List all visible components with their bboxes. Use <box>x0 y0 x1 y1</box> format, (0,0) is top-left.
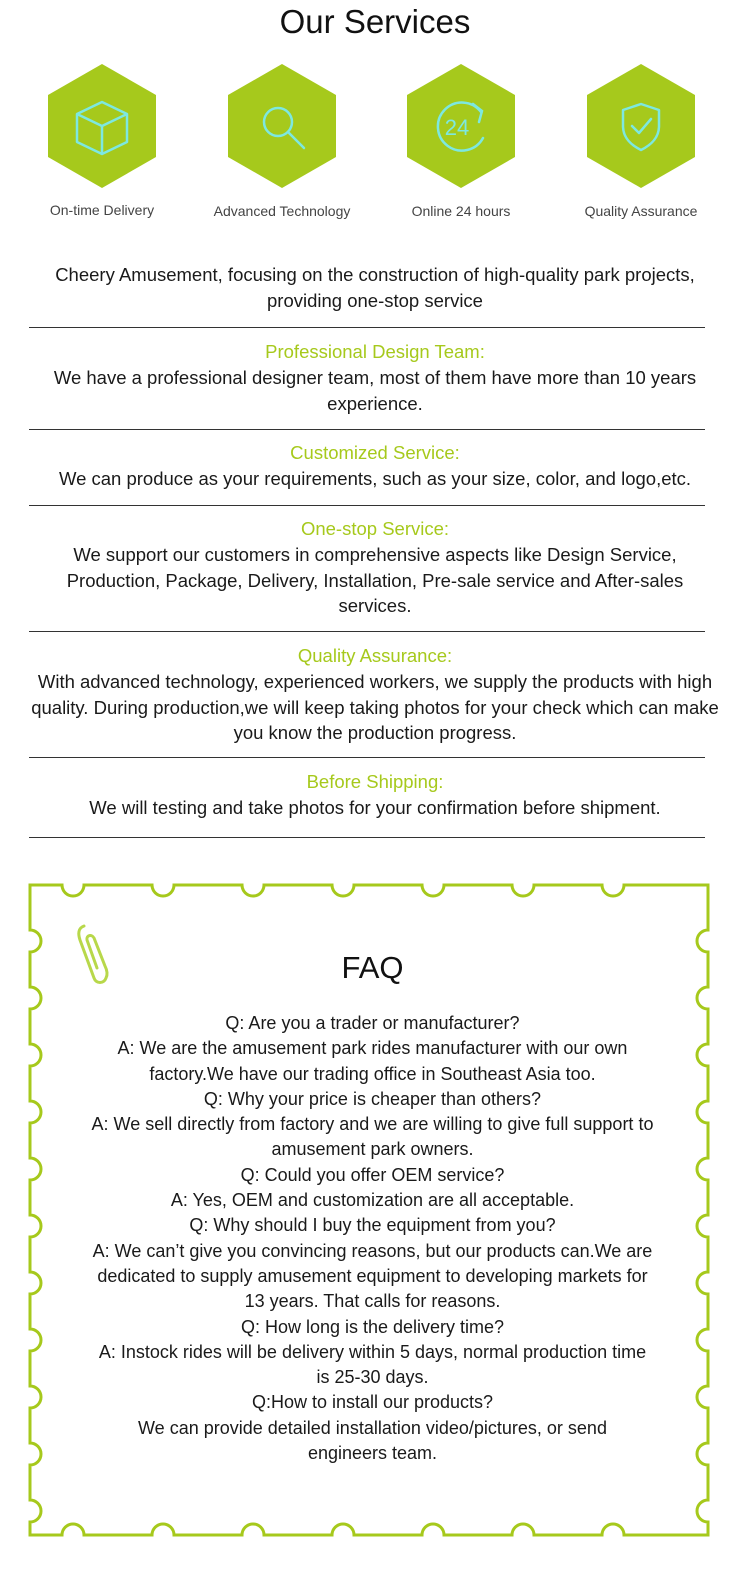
faq-question: Q: Are you a trader or manufacturer? <box>225 1013 520 1033</box>
service-quality-assurance <box>561 64 721 221</box>
block-heading: Customized Service: <box>290 442 460 463</box>
block-heading: Quality Assurance: <box>297 645 453 666</box>
service-label: Advanced Technology <box>213 203 351 219</box>
faq-answer: A: Yes, OEM and customization are all acceptable. <box>170 1190 575 1211</box>
faq-answer: A: We can’t give you convincing reasons, but our products can.We are dedicated to supply amusement equipment to developing markets for 13 years. That calls for reasons. <box>92 1240 653 1312</box>
service-label: Quality Assurance <box>584 203 698 219</box>
faq-answer: A: We are the amusement park rides manufacturer with our own factory.We have our trading office in Southeast Asia too. <box>117 1038 628 1084</box>
block-body: We have a professional designer team, most of them have more than 10 years experience. <box>53 367 697 414</box>
faq-answer: A: We sell directly from factory and we are willing to give full support to amusement park owners. <box>91 1114 654 1160</box>
block-body: We can produce as your requirements, such as your size, color, and logo,etc. <box>58 468 692 489</box>
24-hours-icon <box>407 64 515 188</box>
block-before-shipping <box>25 769 725 821</box>
shield-check-icon <box>587 64 695 188</box>
block-body: With advanced technology, experienced workers, we supply the products with high quality. During production,we will keep taking photos for your check which can make you know the production progress. <box>31 671 719 743</box>
divider <box>29 429 705 430</box>
block-body: We will testing and take photos for your confirmation before shipment. <box>89 797 661 818</box>
block-heading: Professional Design Team: <box>265 341 485 362</box>
faq-answer: A: Instock rides will be delivery within 5 days, normal production time is 25-30 days. <box>98 1341 647 1388</box>
divider <box>29 505 705 506</box>
service-label: Online 24 hours <box>411 203 511 219</box>
intro-text: Cheery Amusement, focusing on the construction of high-quality park projects, providing one-stop service <box>55 264 695 311</box>
faq-list <box>75 1011 670 1466</box>
block-heading: One-stop Service: <box>300 518 450 539</box>
divider <box>29 631 705 632</box>
faq-question: Q: Why should I buy the equipment from you? <box>189 1215 556 1236</box>
divider <box>29 757 705 758</box>
faq-question: Q: Why your price is cheaper than others? <box>203 1088 542 1109</box>
divider <box>29 327 705 328</box>
block-customized-service <box>25 440 725 492</box>
block-quality-assurance <box>25 643 725 746</box>
faq-title: FAQ <box>341 950 404 985</box>
divider <box>29 837 705 838</box>
block-design-team <box>25 339 725 416</box>
faq-answer: We can provide detailed installation video/pictures, or send engineers team. <box>138 1417 607 1464</box>
faq-question: Q: How long is the delivery time? <box>240 1316 505 1337</box>
magnifier-icon <box>228 64 336 188</box>
service-advanced-technology <box>202 64 362 221</box>
svg-text:24: 24 <box>444 115 470 140</box>
box-icon <box>48 64 156 188</box>
service-label: On-time Delivery <box>49 202 155 218</box>
service-on-time-delivery <box>22 64 182 220</box>
service-online-24-hours <box>381 64 541 221</box>
faq-question: Q: Could you offer OEM service? <box>240 1164 505 1185</box>
faq-question: Q:How to install our products? <box>251 1392 494 1413</box>
block-one-stop-service <box>25 516 725 619</box>
block-heading: Before Shipping: <box>306 771 444 792</box>
block-body: We support our customers in comprehensive aspects like Design Service, Production, Package, Delivery, Installation, Pre-sale service and After-sales services. <box>66 544 684 616</box>
page-title: Our Services <box>279 3 471 40</box>
